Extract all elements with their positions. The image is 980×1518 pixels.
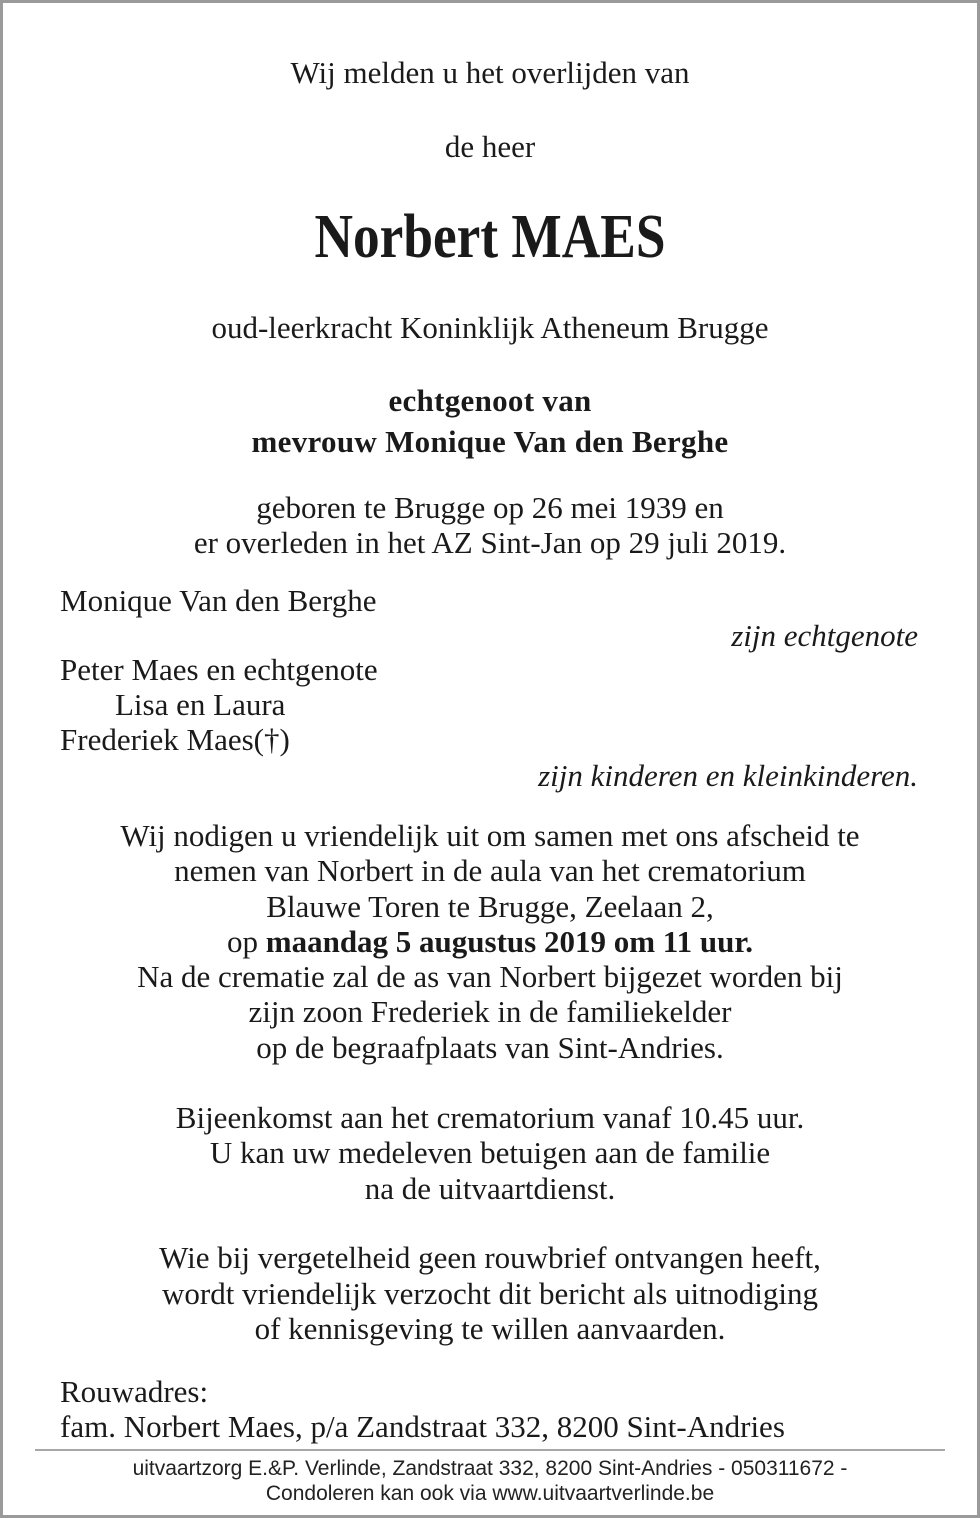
family-child-2: Frederiek Maes(†) bbox=[60, 722, 290, 757]
invitation-line-5: Na de crematie zal de as van Norbert bijgezet worden bij bbox=[137, 959, 843, 994]
invitation-line-1: Wij nodigen u vriendelijk uit om samen met ons afscheid te bbox=[120, 818, 860, 853]
notice-line-3: of kennisgeving te willen aanvaarden. bbox=[254, 1311, 726, 1346]
death-line: er overleden in het AZ Sint-Jan op 29 juli 2019. bbox=[193, 525, 787, 560]
notice-line-2: wordt vriendelijk verzocht dit bericht als uitnodiging bbox=[161, 1276, 818, 1311]
notice-line-1: Wie bij vergetelheid geen rouwbrief ontvangen heeft, bbox=[159, 1240, 821, 1275]
invitation-line-6: zijn zoon Frederiek in de familiekelder bbox=[248, 994, 732, 1029]
occupation: oud-leerkracht Koninklijk Atheneum Brugge bbox=[211, 310, 769, 345]
family-children-role: zijn kinderen en kleinkinderen. bbox=[538, 758, 918, 793]
invitation-line-7: op de begraafplaats van Sint-Andries. bbox=[256, 1030, 724, 1065]
family-child-1: Peter Maes en echtgenote bbox=[60, 652, 378, 687]
spouse-line-1: echtgenoot van bbox=[388, 383, 592, 418]
deceased-name: Norbert MAES bbox=[314, 203, 666, 271]
family-wife-role: zijn echtgenote bbox=[731, 618, 918, 653]
footer-divider bbox=[35, 1449, 945, 1451]
gathering-line-3: na de uitvaartdienst. bbox=[364, 1171, 616, 1206]
family-grandchildren: Lisa en Laura bbox=[115, 687, 286, 722]
title-prefix: de heer bbox=[444, 129, 536, 164]
family-wife: Monique Van den Berghe bbox=[60, 583, 377, 618]
invitation-date: maandag 5 augustus 2019 om 11 uur. bbox=[265, 924, 753, 959]
gathering-line-2: U kan uw medeleven betuigen aan de familie bbox=[209, 1135, 771, 1170]
footer-line-1: uitvaartzorg E.&P. Verlinde, Zandstraat 332, 8200 Sint-Andries - 050311672 - bbox=[132, 1457, 848, 1480]
footer-line-2: Condoleren kan ook via www.uitvaartverlinde.be bbox=[265, 1482, 715, 1505]
gathering-line-1: Bijeenkomst aan het crematorium vanaf 10.45 uur. bbox=[175, 1100, 805, 1135]
intro-text: Wij melden u het overlijden van bbox=[290, 55, 690, 90]
invitation-line-4 bbox=[0, 924, 980, 960]
invitation-date-prefix: op bbox=[227, 924, 266, 959]
invitation-line-2: nemen van Norbert in de aula van het crematorium bbox=[174, 853, 806, 888]
address-value: fam. Norbert Maes, p/a Zandstraat 332, 8200 Sint-Andries bbox=[60, 1409, 785, 1444]
spouse-line-2: mevrouw Monique Van den Berghe bbox=[251, 424, 729, 459]
birth-line: geboren te Brugge op 26 mei 1939 en bbox=[256, 490, 724, 525]
invitation-line-3: Blauwe Toren te Brugge, Zeelaan 2, bbox=[266, 889, 714, 924]
address-label: Rouwadres: bbox=[60, 1374, 209, 1409]
